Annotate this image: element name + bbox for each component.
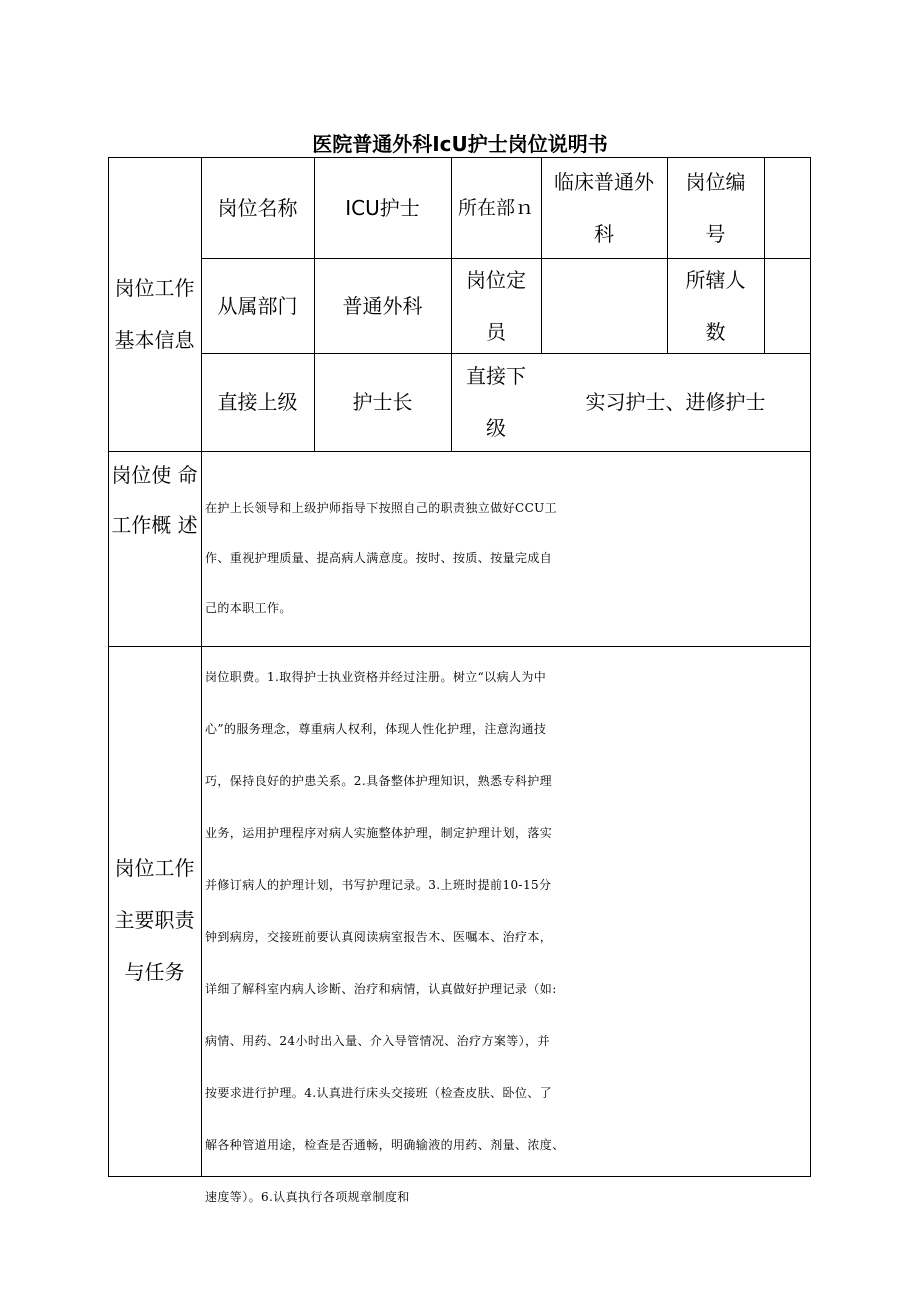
duties-line: 速度等）。6.认真执行各项规章制度和 <box>205 1190 410 1204</box>
duties-label-line1: 岗位工作 <box>114 856 195 880</box>
post-code-label <box>667 157 764 258</box>
duties-label-line3: 与任务 <box>124 960 185 984</box>
subordinates-count-label <box>667 258 764 353</box>
post-code-label-line1: 岗位编 <box>685 169 746 194</box>
post-name-label: 岗位名称 <box>217 195 298 220</box>
direct-superior-value: 护士长 <box>352 390 413 414</box>
staffing-label-line2: 员 <box>486 319 506 344</box>
duties-line: 业务，运用护理程序对病人实施整体护理，制定护理计划，落实 <box>205 826 553 840</box>
mission-label-line2: 命 <box>177 463 198 487</box>
dept-label: 所在部ｎ <box>457 196 534 219</box>
duties-line: 岗位职费。1.取得护士执业资格并经过注册。树立“以病人为中 <box>205 670 547 684</box>
mission-label-line1: 岗位使 <box>111 463 172 487</box>
document-title: 医院普通外科IcU护士岗位说明书 <box>312 132 608 156</box>
staffing-label-line1: 岗位定 <box>466 267 526 292</box>
duties-line: 按要求进行护理。4.认真进行床头交接班（检查皮肤、卧位、了 <box>205 1086 553 1100</box>
post-code-label-line2: 号 <box>705 221 726 246</box>
subordinates-count-value <box>764 258 810 353</box>
dept-value-line2: 科 <box>594 221 614 246</box>
dept-value-line1: 临床普通外 <box>554 169 654 194</box>
direct-subordinate-label-line2: 级 <box>486 416 506 440</box>
dept-value <box>541 157 667 258</box>
duties-line: 解各种管道用途，检查是否通畅，明确输液的用药、剂量、浓度、 <box>205 1138 565 1152</box>
duties-line: 心”的服务理念，尊重病人权利，体现人性化护理，注意沟通技 <box>205 722 547 736</box>
duties-line: 并修订病人的护理计划，书写护理记录。3.上班时提前10-15分 <box>205 878 552 892</box>
grid-line-mission-bottom <box>108 646 811 647</box>
parent-dept-value: 普通外科 <box>342 293 423 318</box>
grid-line-basic-bottom <box>108 451 811 452</box>
duties-line: 详细了解科室内病人诊断、治疗和病情，认真做好护理记录（如: <box>205 982 557 996</box>
mission-section-label <box>108 450 201 646</box>
duties-label-line2: 主要职责 <box>114 908 195 932</box>
direct-subordinate-label-line1: 直接下 <box>466 364 526 388</box>
direct-subordinate-value: 实习护士、进修护士 <box>585 390 766 414</box>
basic-info-label-line2: 基本信息 <box>114 328 195 352</box>
subordinates-count-label-line1: 所辖人 <box>685 267 746 292</box>
mission-text <box>205 483 807 633</box>
subordinates-count-label-line2: 数 <box>705 319 726 344</box>
mission-text-line3: 己的本职工作。 <box>205 601 292 615</box>
direct-subordinate-label <box>451 353 541 451</box>
mission-label-line3: 工作概 <box>111 513 172 537</box>
grid-line-right <box>810 157 811 1177</box>
mission-text-line2: 作、重视护理质量、提高病人满意度。按时、按质、按量完成自 <box>205 551 553 565</box>
duties-text <box>205 651 807 1223</box>
mission-label-line4: 述 <box>177 513 198 537</box>
staffing-value <box>541 258 667 353</box>
parent-dept-label: 从属部门 <box>217 293 298 318</box>
duties-section-label <box>108 842 201 998</box>
duties-line: 巧，保持良好的护患关系。2.具备整体护理知识，熟悉专科护理 <box>205 774 553 788</box>
direct-superior-label: 直接上级 <box>217 390 298 414</box>
duties-line: 病情、用药、24小时出入量、介入导管情况、治疗方案等），并 <box>205 1034 550 1048</box>
duties-line: 钟到病房，交接班前要认真阅读病室报告木、医嘱本、治疗本， <box>205 930 553 944</box>
mission-text-line1: 在护上长领导和上级护师指导下按照自己的职责独立做好CCU工 <box>205 501 558 515</box>
post-name-value: ICU护士 <box>345 195 420 220</box>
basic-info-label-line1: 岗位工作 <box>114 276 195 300</box>
basic-info-section-label <box>108 262 201 366</box>
post-code-value <box>764 157 810 258</box>
staffing-label <box>451 258 541 353</box>
